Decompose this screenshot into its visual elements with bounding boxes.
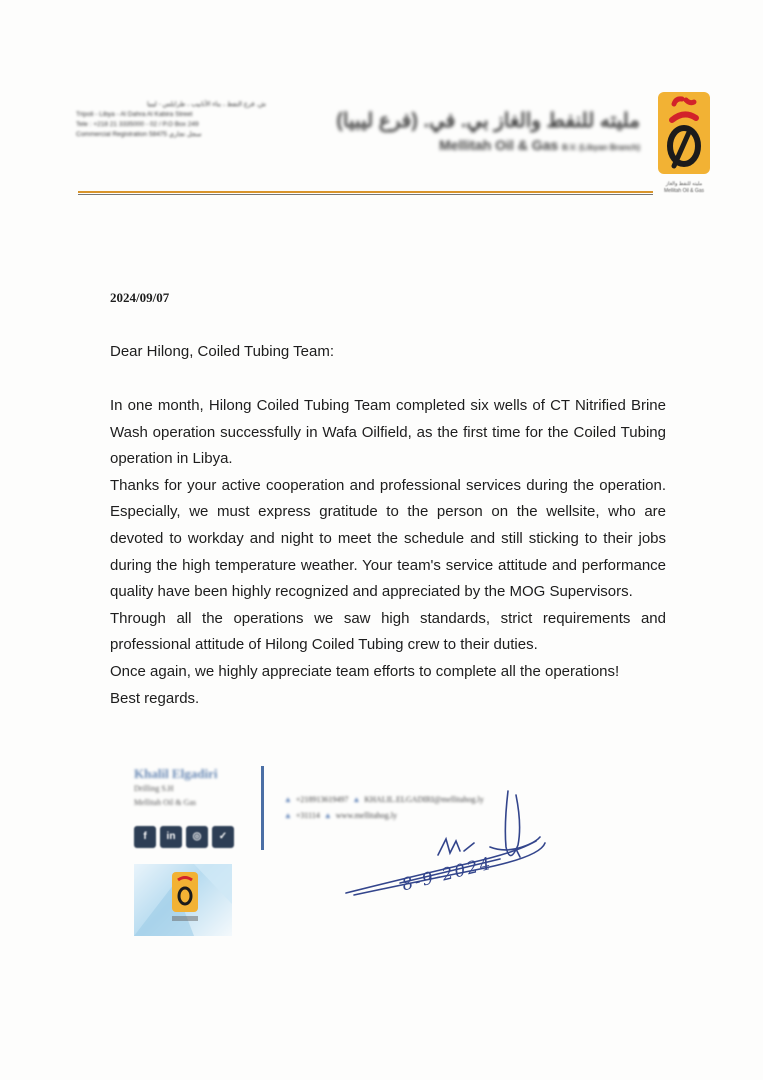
extension-icon: ▲ [284,811,292,820]
letterhead-company [300,108,640,153]
body-paragraph: In one month, Hilong Coiled Tubing Team completed six wells of CT Nitrified Brine Wash operation successfully in Wafa Oilfield, as the first time for the Coiled Tubing operation in Libya. [110,397,666,468]
company-suffix: B.V. (Libyan Branch) [562,143,640,152]
body-paragraph: Once again, we highly appreciate team efforts to complete all the operations! [110,662,620,680]
logo-caption-english: Mellitah Oil & Gas [663,188,704,194]
linkedin-icon[interactable]: in [160,826,182,848]
letter-date: 2024/09/07 [110,290,170,305]
handwritten-signature [340,785,560,920]
phone-extension: +31114 [295,811,320,820]
body-paragraph: Thanks for your active cooperation and professional services during the operation. Especially, we must express gratitude to the person on the wellsite, who are devoted to workday and night to meet the schedule and still sticking to their jobs during the high temperature weather. Your team's service attitude and performance quality have been highly recognized and appreciated by the MOG Supervisors. [110,476,666,601]
social-links [134,826,234,848]
letter-closing: Best regards. [110,689,200,707]
letter-body [110,393,666,712]
signature-divider [261,766,264,850]
signatory-card [134,766,264,810]
signatory-company: Mellitah Oil & Gas [134,798,196,807]
letterhead-accent-rule [78,191,653,193]
handwritten-date: 8-9-2024 [400,853,495,896]
company-logo [656,90,712,200]
address-line: Tripoli - Libya - Al Dahra Al Kabira Street [76,111,193,118]
banner-logo-icon [134,864,232,936]
logo-caption-arabic: مليته للنفط والغاز [665,181,703,187]
company-name-arabic: مليته للنفط والغاز بي. في. (فرع ليبيا) [336,110,640,132]
address-line: ش. فرع النفط ، بناء الأنابيب ، طرابلس - ليبيا [146,101,266,108]
letterhead-divider [78,194,653,195]
company-name-english [300,137,640,153]
signatory-role: Drilling S.H [134,784,174,793]
phone-number: +218913619497 [295,795,349,804]
website-link[interactable]: www.mellitahog.ly [335,811,398,820]
logo-icon [656,90,712,180]
website-icon: ▲ [323,811,332,820]
address-line: Tele : +218 21 3335000 - 02 / P.O Box 249 [76,121,199,128]
instagram-icon[interactable]: ◎ [186,826,208,848]
email-icon: ▲ [352,795,361,804]
address-line: Commercial Registration 58475 سجل تجاري [76,131,202,138]
letter-salutation: Dear Hilong, Coiled Tubing Team: [110,343,335,360]
email-address[interactable]: KHALIL.ELGADIRI@mellitahog.ly [364,795,484,804]
signatory-name: Khalil Elgadiri [134,766,218,781]
company-name: Mellitah Oil & Gas [439,137,559,153]
phone-icon: ▲ [284,795,292,804]
twitter-icon[interactable]: ✓ [212,826,234,848]
facebook-icon[interactable]: f [134,826,156,848]
letterhead-address [76,100,276,140]
body-paragraph: Through all the operations we saw high standards, strict requirements and professional attitude of Hilong Coiled Tubing crew to their duties. [110,609,666,654]
logo-caption [656,181,712,195]
company-banner-image [134,864,232,936]
